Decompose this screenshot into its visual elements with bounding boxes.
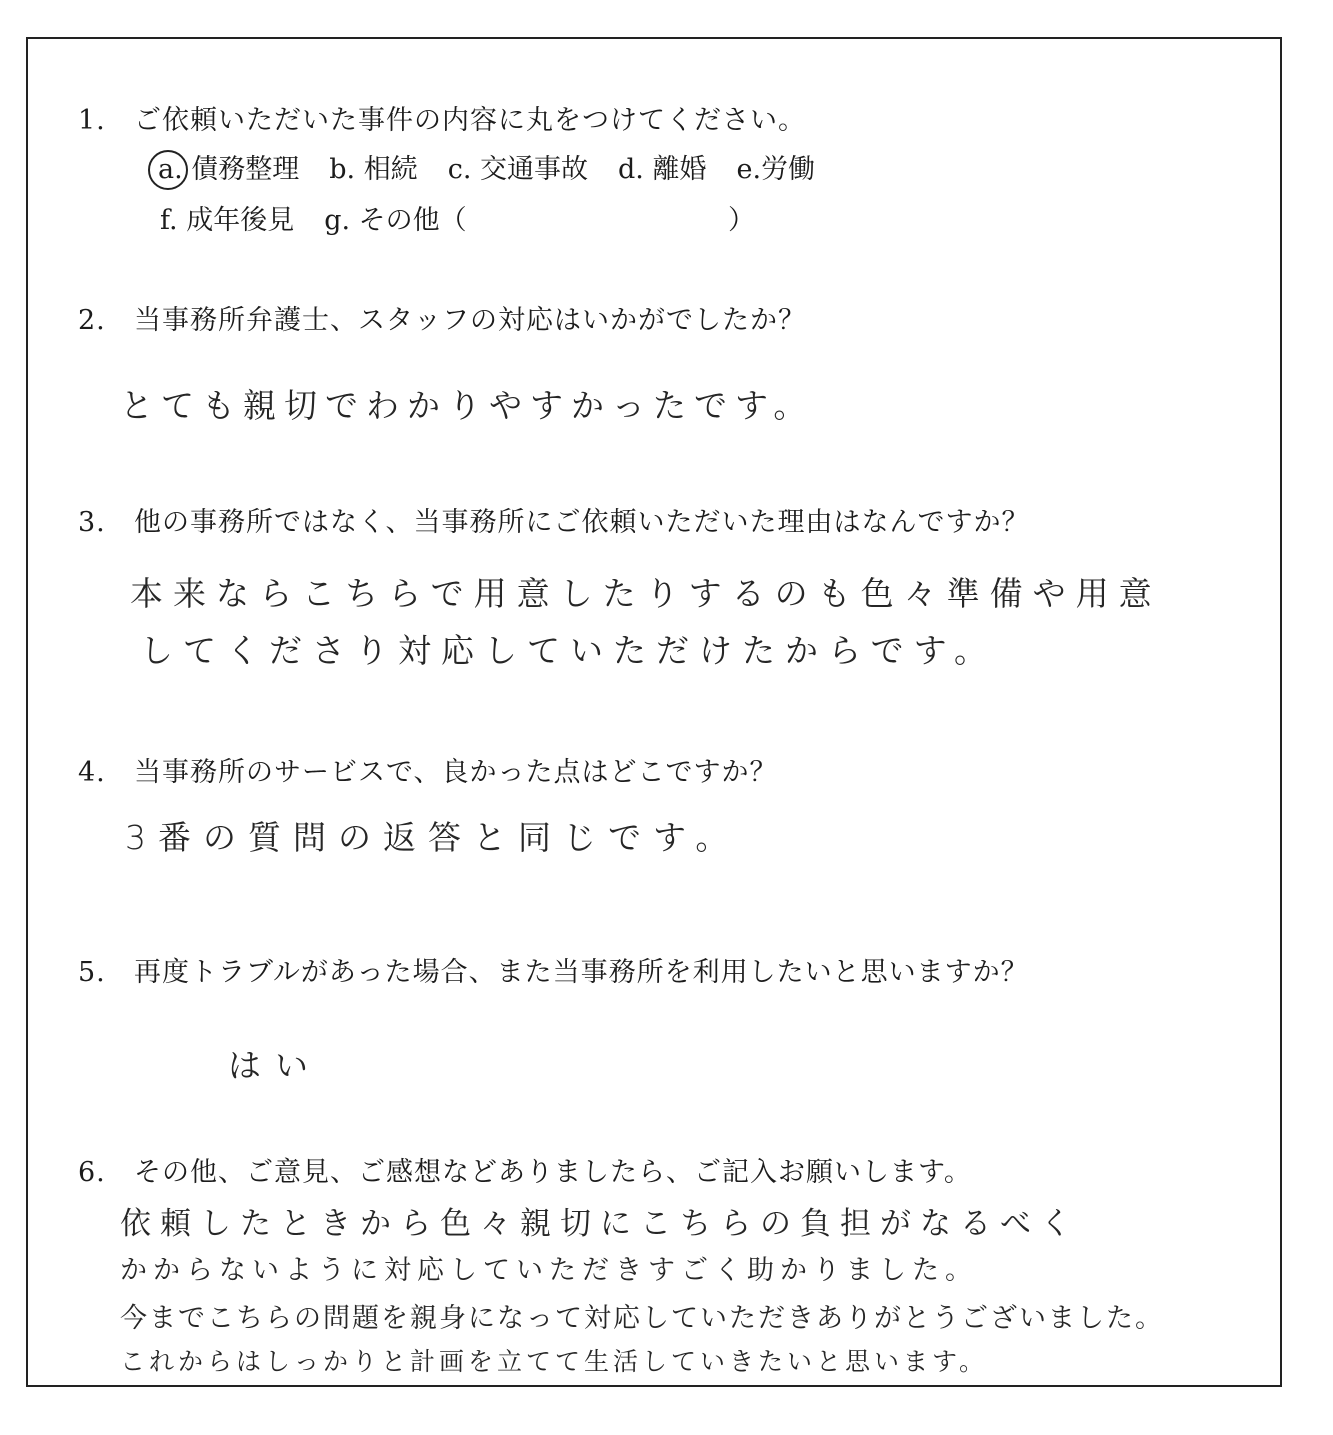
- option-inheritance: b. 相続: [329, 154, 418, 185]
- handwritten-answer-2: とても親切でわかりやすかったです。: [120, 386, 815, 425]
- question-6: [78, 1150, 972, 1189]
- question-number: 5.: [78, 957, 106, 988]
- handwritten-answer-3-line2: してくださり対応していただけたからです。: [140, 631, 998, 670]
- question-number: 6.: [78, 1157, 106, 1188]
- question-text: ご依頼いただいた事件の内容に丸をつけてください。: [134, 105, 806, 136]
- option-labor: e.労働: [736, 154, 816, 185]
- option-debt: a. 債務整理: [158, 154, 300, 185]
- question-5: [78, 950, 1029, 989]
- question-text: その他、ご意見、ご感想などありましたら、ご記入お願いします。: [134, 1157, 972, 1188]
- handwritten-answer-3-line1: 本来ならこちらで用意したりするのも色々準備や用意: [130, 574, 1162, 613]
- handwritten-answer-5: はい: [228, 1046, 322, 1085]
- question-number: 1.: [78, 105, 106, 136]
- handwritten-answer-6-line3: 今までこちらの問題を親身になって対応していただきありがとうございました。: [120, 1303, 1164, 1334]
- option-other: g. その他（: [324, 205, 467, 236]
- question-3: [78, 500, 1029, 539]
- handwritten-answer-6-line1: 依頼したときから色々親切にこちらの負担がなるべく: [120, 1206, 1080, 1242]
- question-text: 再度トラブルがあった場合、また当事務所を利用したいと思いますか？: [134, 957, 1029, 988]
- question-text: 当事務所のサービスで、良かった点はどこですか？: [134, 757, 778, 788]
- option-guardianship: f. 成年後見: [160, 205, 295, 236]
- question-text: 当事務所弁護士、スタッフの対応はいかがでしたか？: [134, 305, 806, 336]
- question-number: 4.: [78, 757, 106, 788]
- question-2: [78, 298, 806, 337]
- question-4: [78, 750, 777, 789]
- handwritten-answer-6-line2: かからないように対応していただきすごく助かりました。: [120, 1255, 978, 1286]
- option-traffic-accident: c. 交通事故: [447, 154, 589, 185]
- handwritten-answer-4: 3番の質問の返答と同じです。: [125, 818, 741, 857]
- question-number: 2.: [78, 305, 106, 336]
- question-1: [78, 98, 806, 137]
- case-type-options-row1: [158, 147, 845, 186]
- option-divorce: d. 離婚: [618, 154, 707, 185]
- handwritten-answer-6-line4: これからはしっかりと計画を立てて生活していきたいと思います。: [120, 1347, 989, 1376]
- question-number: 3.: [78, 507, 106, 538]
- other-paren-close: ）: [728, 205, 755, 236]
- case-type-options-row2: [160, 198, 497, 237]
- question-text: 他の事務所ではなく、当事務所にご依頼いただいた理由はなんですか？: [134, 507, 1030, 538]
